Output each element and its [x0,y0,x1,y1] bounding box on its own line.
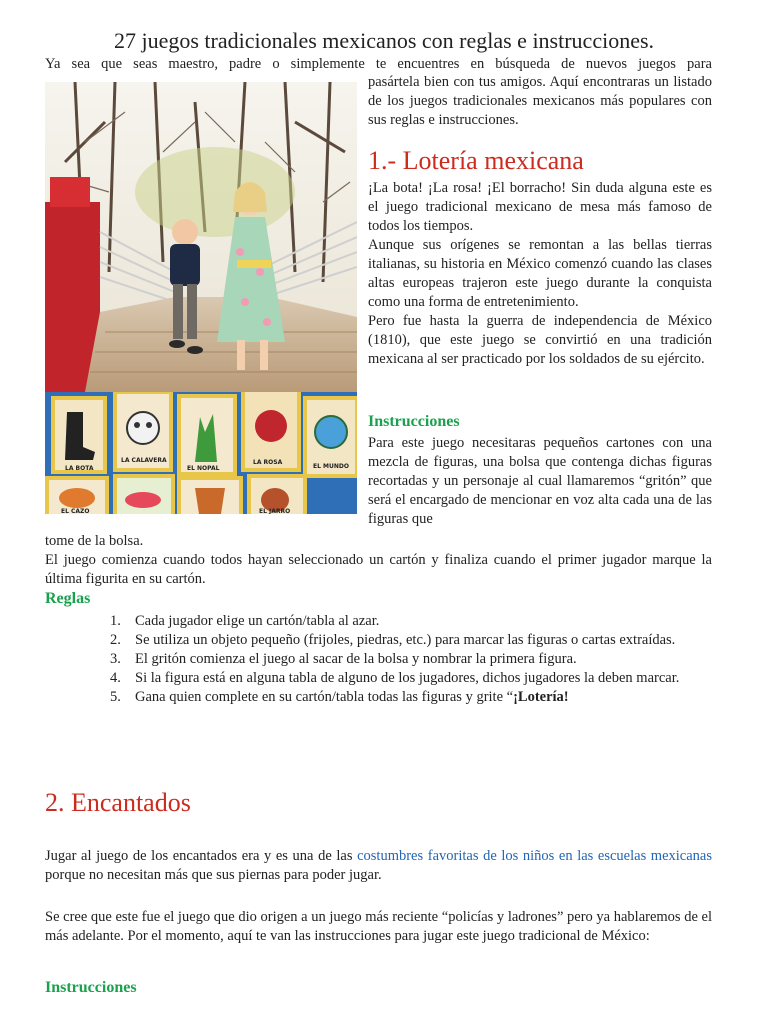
list-text: Cada jugador elige un cartón/tabla al azar. [135,613,380,629]
rules-list [110,612,712,707]
list-item [110,631,712,650]
intro-continuation: pasártela bien con tus amigos. Aquí encontraras un listado de los juegos tradicionales mexicanos más populares con sus reglas e instrucciones. [368,74,712,128]
instructions-heading-encantados: Instrucciones [45,979,137,996]
list-item [110,612,712,631]
list-number: 5. [110,689,121,705]
instructions-heading-loteria: Instrucciones [368,413,460,430]
card-label: LA CALAVERA [121,457,167,464]
rules-heading: Reglas [45,590,91,607]
text-segment: porque no necesitan más que sus piernas para poder jugar. [45,867,382,883]
loteria-body [368,179,712,369]
list-number: 1. [110,613,121,629]
list-number: 3. [110,651,121,667]
loteria-paragraph: Aunque sus orígenes se remontan a las bellas tierras italianas, su historia en México comenzó cuando las clases altas europeas trajeron este juego durante la conquista como una forma de entretenimiento. [368,237,712,310]
card-label: EL NOPAL [187,465,220,472]
text-segment: Jugar al juego de los encantados era y es una de las [45,848,358,864]
section-heading-loteria: 1.- Lotería mexicana [368,146,584,175]
page-title: 27 juegos tradicionales mexicanos con reglas e instrucciones. [113,28,655,53]
loteria-instructions-text: Para este juego necesitaras pequeños cartones con una mezcla de figuras, una bolsa que contenga dichas figuras recortadas y un personaje al cual llamaremos “gritón” que será el encargado de mencionar en voz alta cada una de las figuras que [368,435,712,527]
card-label: EL MUNDO [313,463,349,470]
card-label: LA ROSA [253,459,283,466]
list-number: 4. [110,670,121,686]
list-text: Si la figura está en alguna tabla de alguno de los jugadores, dichos jugadores la deben marcar. [135,670,680,686]
list-number: 2. [110,632,121,648]
list-text [135,688,712,707]
instructions-cont: tome de la bolsa. [45,533,144,549]
encantados-paragraph-2: Se cree que este fue el juego que dio origen a un juego más reciente “policías y ladrones” pero ya hablaremos de el más adelante. Por el momento, aquí te van las instrucciones para jugar este juego tradicional de México: [45,909,712,944]
loteria-cards-photo [45,392,357,514]
loteria-instructions-continuation [45,532,712,589]
rule-text-plain: Gana quien complete en su cartón/tabla todas las figuras y grite “ [135,689,514,705]
loteria-exclamation: ¡Lotería! [513,689,569,705]
list-text: El gritón comienza el juego al sacar de la bolsa y nombrar la primera figura. [135,651,577,667]
costumbres-link[interactable]: costumbres favoritas de los niños en las escuelas mexicanas [357,848,712,864]
encantados-paragraph-1 [45,847,712,885]
loteria-paragraph: Pero fue hasta la guerra de independencia de México (1810), que este juego se convirtió en una tradición mexicana al ser practicado por los soldados de su ejército. [368,313,712,367]
card-label: EL JARRO [259,508,291,514]
children-running-on-bridge-photo [45,82,357,392]
loteria-paragraph: ¡La bota! ¡La rosa! ¡El borracho! Sin duda alguna este es el juego tradicional mexicano de mesa más famoso de todos los tiempos. [368,180,712,234]
instructions-paragraph: El juego comienza cuando todos hayan seleccionado un cartón y finaliza cuando el primer jugador marque la última figurita en su cartón. [45,552,712,587]
section-heading-encantados: 2. Encantados [45,788,191,817]
list-item [110,669,712,688]
list-text: Se utiliza un objeto pequeño (frijoles, piedras, etc.) para marcar las figuras o cartas extraídas. [135,632,676,648]
intro-first-line: Ya sea que seas maestro, padre o simplemente te encuentres en búsqueda de nuevos juegos para [45,56,712,72]
card-label: EL CAZO [61,508,90,514]
list-item [110,650,712,669]
card-label: LA BOTA [65,465,94,472]
list-item [110,688,712,707]
